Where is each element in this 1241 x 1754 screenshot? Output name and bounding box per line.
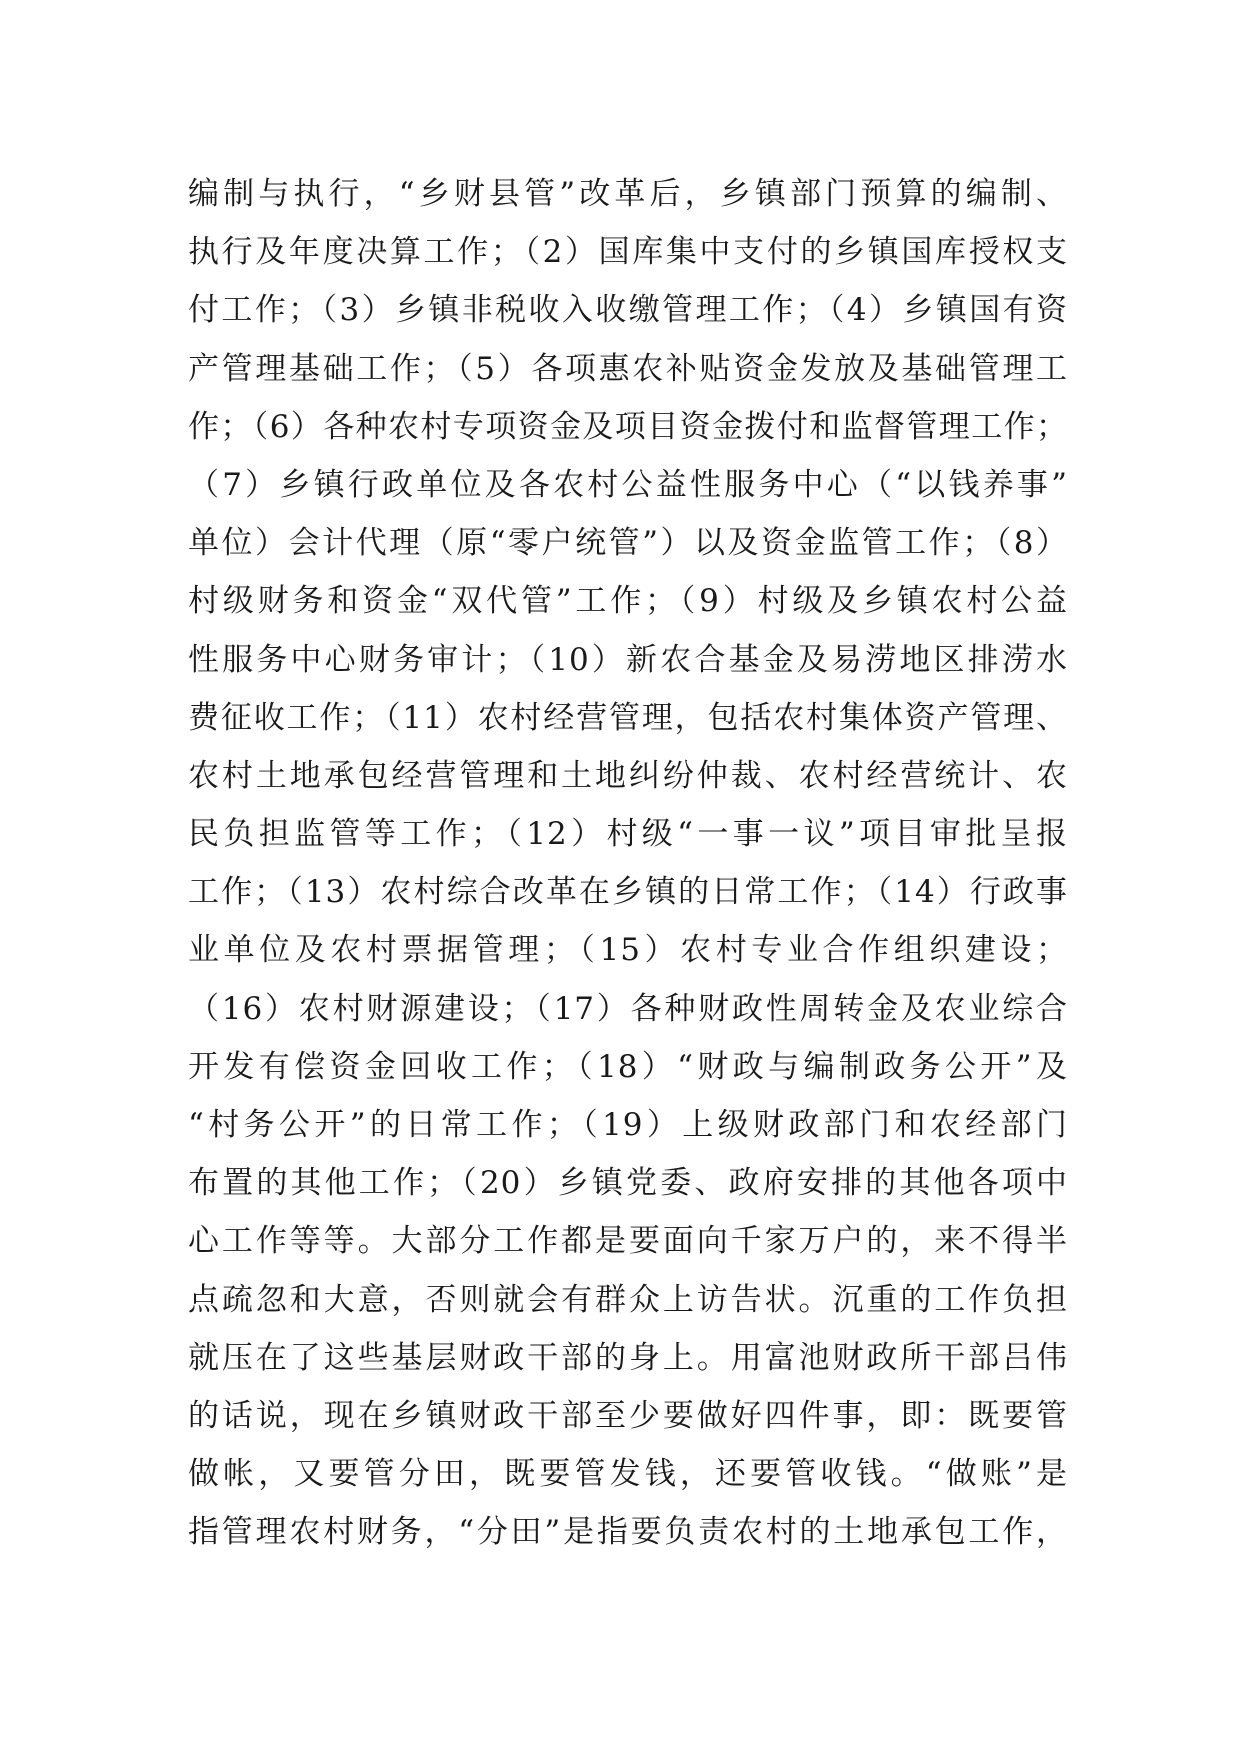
text-line-20: 点疏忽和大意，否则就会有群众上访告状。沉重的工作负担 [188,1281,1068,1318]
text-line-9: 性服务中心财务审计；（10）新农合基金及易涝地区排涝水 [188,641,1068,678]
text-line-18: 布置的其他工作；（20）乡镇党委、政府安排的其他各项中 [188,1165,1068,1202]
text-line-10: 费征收工作；（11）农村经营管理，包括农村集体资产管理、 [188,699,1068,736]
text-line-19: 心工作等等。大部分工作都是要面向千家万户的，来不得半 [188,1223,1068,1260]
text-line-16: 开发有偿资金回收工作；（18）“财政与编制政务公开”及 [188,1048,1068,1085]
text-line-7: 单位）会计代理（原“零户统管”）以及资金监管工作；（8） [188,525,1068,562]
text-line-8: 村级财务和资金“双代管”工作；（9）村级及乡镇农村公益 [188,583,1068,620]
text-line-11: 农村土地承包经营管理和土地纠纷仲裁、农村经营统计、农 [188,757,1068,794]
text-line-21: 就压在了这些基层财政干部的身上。用富池财政所干部吕伟 [188,1339,1068,1376]
body-text [188,165,1068,1562]
text-line-23: 做帐，又要管分田，既要管发钱，还要管收钱。“做账”是 [188,1456,1068,1493]
text-line-6: （7）乡镇行政单位及各农村公益性服务中心（“以钱养事” [188,466,1068,503]
text-line-12: 民负担监管等工作；（12）村级“一事一议”项目审批呈报 [188,816,1068,853]
text-line-3: 付工作；（3）乡镇非税收入收缴管理工作；（4）乡镇国有资 [188,292,1068,329]
text-line-5: 作；（6）各种农村专项资金及项目资金拨付和监督管理工作； [188,408,1068,445]
text-line-13: 工作；（13）农村综合改革在乡镇的日常工作；（14）行政事 [188,874,1068,911]
text-line-17: “村务公开”的日常工作；（19）上级财政部门和农经部门 [188,1107,1068,1143]
text-line-4: 产管理基础工作；（5）各项惠农补贴资金发放及基础管理工 [188,350,1068,387]
text-line-1: 编制与执行，“乡财县管”改革后，乡镇部门预算的编制、 [188,176,1068,212]
text-line-2: 执行及年度决算工作；（2）国库集中支付的乡镇国库授权支 [188,234,1068,271]
text-line-24: 指管理农村财务，“分田”是指要负责农村的土地承包工作， [188,1514,1068,1551]
text-line-15: （16）农村财源建设；（17）各种财政性周转金及农业综合 [188,990,1068,1027]
text-line-22: 的话说，现在乡镇财政干部至少要做好四件事，即：既要管 [188,1397,1068,1434]
text-line-14: 业单位及农村票据管理；（15）农村专业合作组织建设； [188,932,1068,969]
